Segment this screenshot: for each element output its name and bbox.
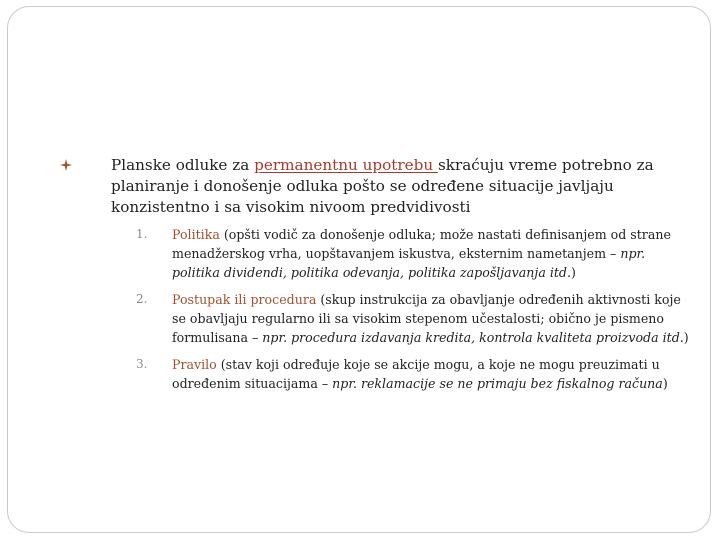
item-closing: ) bbox=[571, 265, 576, 280]
sparkle-bullet-icon bbox=[60, 159, 72, 171]
item-example: npr. reklamacije se ne primaju bez fiskalnog računa bbox=[332, 376, 663, 391]
list-item-pravilo bbox=[136, 355, 696, 393]
permanent-use-highlight: permanentnu upotrebu bbox=[254, 156, 438, 174]
item-closing: ) bbox=[683, 330, 689, 345]
main-text-end: skraćuju vreme potrebno za planiranje i donošenje odluka pošto se određene situacije javljaju konzistentno i sa visokim nivoom predvidivosti bbox=[111, 156, 654, 216]
term-politika: Politika bbox=[172, 227, 220, 242]
list-item-politika bbox=[136, 225, 696, 282]
slide-frame bbox=[7, 6, 711, 533]
decision-types-list bbox=[136, 225, 696, 401]
list-number: 2. bbox=[136, 292, 148, 306]
term-postupak: Postupak ili procedura bbox=[172, 292, 317, 307]
list-number: 1. bbox=[136, 227, 148, 241]
term-pravilo: Pravilo bbox=[172, 357, 217, 372]
item-example: npr. politika dividendi, politika odevanja, politika zapošljavanja itd. bbox=[172, 246, 646, 280]
item-description: (skup instrukcija za obavljanje određenih aktivnosti koje se obavljaju regularno ili sa visokim stepenom učestalosti; obično je pismeno formulisana – bbox=[172, 292, 681, 345]
main-text-start: Planske odluke za bbox=[111, 156, 255, 174]
item-description: (stav koji određuje koje se akcije mogu, a koje ne mogu preuzimati u određenim situacijama – bbox=[172, 357, 660, 391]
list-number: 3. bbox=[136, 357, 148, 371]
item-example: npr. procedura izdavanja kredita, kontrola kvaliteta proizvoda itd. bbox=[262, 330, 684, 345]
item-closing: ) bbox=[662, 376, 668, 391]
list-item-postupak bbox=[136, 290, 696, 347]
item-description: (opšti vodič za donošenje odluka; može nastati definisanjem od strane menadžerskog vrha, uopštavanjem iskustva, eksternim nametanjem – bbox=[172, 227, 671, 261]
main-paragraph bbox=[111, 155, 691, 218]
